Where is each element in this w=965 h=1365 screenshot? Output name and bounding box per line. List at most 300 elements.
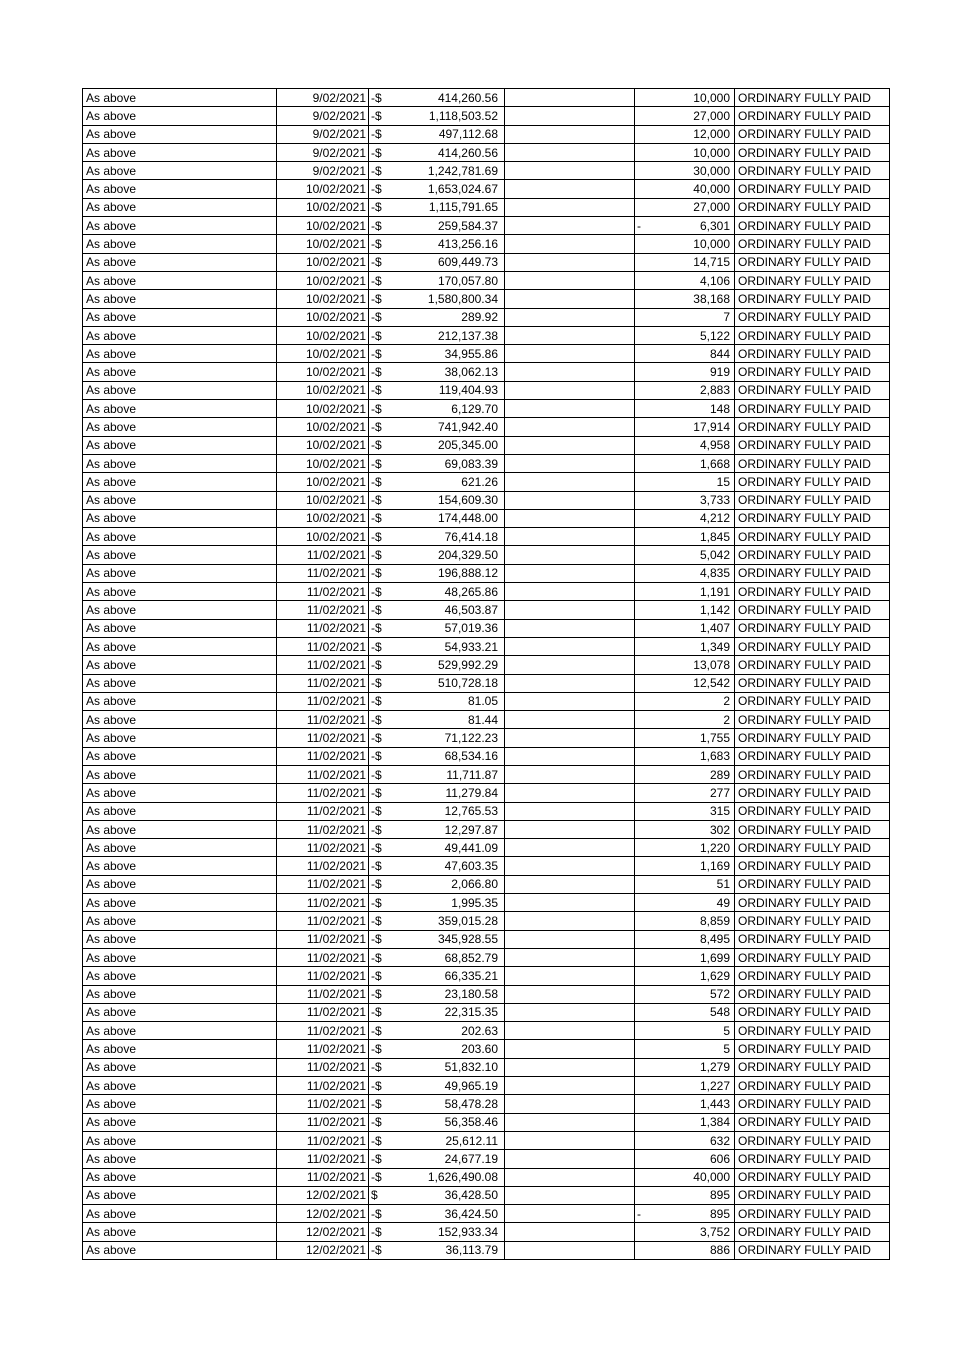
empty-cell — [505, 400, 635, 418]
holder-name-cell: As above — [83, 363, 277, 381]
quantity-sign-cell — [635, 875, 649, 893]
empty-cell — [505, 1113, 635, 1131]
empty-cell — [505, 418, 635, 436]
quantity-cell: 51 — [648, 875, 735, 893]
quantity-sign-cell — [635, 1003, 649, 1021]
quantity-sign-cell — [635, 345, 649, 363]
quantity-cell: 632 — [648, 1131, 735, 1149]
trade-date-cell: 10/02/2021 — [277, 345, 369, 363]
table-row — [83, 967, 890, 985]
currency-sign-cell: -$ — [369, 235, 391, 253]
consideration-amount-cell: 196,888.12 — [390, 564, 505, 582]
quantity-cell: 4,106 — [648, 271, 735, 289]
currency-sign-cell: -$ — [369, 820, 391, 838]
table-row — [83, 839, 890, 857]
table-row — [83, 1095, 890, 1113]
trade-date-cell: 11/02/2021 — [277, 619, 369, 637]
quantity-cell: 1,845 — [648, 528, 735, 546]
quantity-cell: 2,883 — [648, 381, 735, 399]
quantity-sign-cell — [635, 820, 649, 838]
holder-name-cell: As above — [83, 857, 277, 875]
security-class-cell: ORDINARY FULLY PAID — [735, 326, 890, 344]
trade-date-cell: 11/02/2021 — [277, 820, 369, 838]
quantity-sign-cell — [635, 363, 649, 381]
currency-sign-cell: -$ — [369, 1223, 391, 1241]
holder-name-cell: As above — [83, 1040, 277, 1058]
table-row — [83, 363, 890, 381]
security-class-cell: ORDINARY FULLY PAID — [735, 162, 890, 180]
quantity-cell: 12,542 — [648, 674, 735, 692]
empty-cell — [505, 583, 635, 601]
quantity-sign-cell — [635, 912, 649, 930]
trade-date-cell: 10/02/2021 — [277, 400, 369, 418]
holder-name-cell: As above — [83, 253, 277, 271]
empty-cell — [505, 948, 635, 966]
security-class-cell: ORDINARY FULLY PAID — [735, 400, 890, 418]
table-row — [83, 162, 890, 180]
empty-cell — [505, 217, 635, 235]
trade-date-cell: 11/02/2021 — [277, 1131, 369, 1149]
quantity-cell: 1,443 — [648, 1095, 735, 1113]
quantity-sign-cell — [635, 418, 649, 436]
currency-sign-cell: -$ — [369, 930, 391, 948]
trade-date-cell: 10/02/2021 — [277, 308, 369, 326]
empty-cell — [505, 930, 635, 948]
empty-cell — [505, 491, 635, 509]
empty-cell — [505, 528, 635, 546]
quantity-sign-cell — [635, 143, 649, 161]
security-class-cell: ORDINARY FULLY PAID — [735, 857, 890, 875]
quantity-sign-cell — [635, 1186, 649, 1204]
security-class-cell: ORDINARY FULLY PAID — [735, 674, 890, 692]
quantity-sign-cell — [635, 1150, 649, 1168]
security-class-cell: ORDINARY FULLY PAID — [735, 912, 890, 930]
quantity-cell: 8,859 — [648, 912, 735, 930]
quantity-sign-cell — [635, 180, 649, 198]
trade-date-cell: 9/02/2021 — [277, 162, 369, 180]
quantity-sign-cell — [635, 894, 649, 912]
quantity-cell: 8,495 — [648, 930, 735, 948]
currency-sign-cell: -$ — [369, 1058, 391, 1076]
currency-sign-cell: -$ — [369, 729, 391, 747]
consideration-amount-cell: 12,297.87 — [390, 820, 505, 838]
empty-cell — [505, 820, 635, 838]
empty-cell — [505, 1131, 635, 1149]
quantity-cell: 12,000 — [648, 125, 735, 143]
security-class-cell: ORDINARY FULLY PAID — [735, 583, 890, 601]
trade-date-cell: 11/02/2021 — [277, 967, 369, 985]
currency-sign-cell: -$ — [369, 1022, 391, 1040]
table-row — [83, 418, 890, 436]
holder-name-cell: As above — [83, 985, 277, 1003]
security-class-cell: ORDINARY FULLY PAID — [735, 1186, 890, 1204]
security-class-cell: ORDINARY FULLY PAID — [735, 985, 890, 1003]
quantity-cell: 5,042 — [648, 546, 735, 564]
holder-name-cell: As above — [83, 1205, 277, 1223]
trade-date-cell: 10/02/2021 — [277, 418, 369, 436]
empty-cell — [505, 198, 635, 216]
consideration-amount-cell: 11,279.84 — [390, 784, 505, 802]
table-row — [83, 1022, 890, 1040]
empty-cell — [505, 290, 635, 308]
table-row — [83, 400, 890, 418]
empty-cell — [505, 1186, 635, 1204]
empty-cell — [505, 619, 635, 637]
quantity-sign-cell — [635, 89, 649, 107]
empty-cell — [505, 381, 635, 399]
holder-name-cell: As above — [83, 747, 277, 765]
currency-sign-cell: -$ — [369, 491, 391, 509]
trade-date-cell: 11/02/2021 — [277, 747, 369, 765]
holder-name-cell: As above — [83, 271, 277, 289]
empty-cell — [505, 107, 635, 125]
trade-date-cell: 10/02/2021 — [277, 454, 369, 472]
consideration-amount-cell: 47,603.35 — [390, 857, 505, 875]
empty-cell — [505, 271, 635, 289]
holder-name-cell: As above — [83, 1095, 277, 1113]
consideration-amount-cell: 174,448.00 — [390, 509, 505, 527]
empty-cell — [505, 711, 635, 729]
table-row — [83, 546, 890, 564]
currency-sign-cell: -$ — [369, 985, 391, 1003]
security-class-cell: ORDINARY FULLY PAID — [735, 271, 890, 289]
security-class-cell: ORDINARY FULLY PAID — [735, 1113, 890, 1131]
quantity-cell: 1,699 — [648, 948, 735, 966]
trade-date-cell: 11/02/2021 — [277, 637, 369, 655]
consideration-amount-cell: 22,315.35 — [390, 1003, 505, 1021]
currency-sign-cell: -$ — [369, 875, 391, 893]
table-row — [83, 290, 890, 308]
quantity-cell: 17,914 — [648, 418, 735, 436]
quantity-cell: 15 — [648, 473, 735, 491]
quantity-cell: 38,168 — [648, 290, 735, 308]
quantity-cell: 886 — [648, 1241, 735, 1259]
empty-cell — [505, 601, 635, 619]
consideration-amount-cell: 81.05 — [390, 692, 505, 710]
consideration-amount-cell: 204,329.50 — [390, 546, 505, 564]
holder-name-cell: As above — [83, 948, 277, 966]
security-class-cell: ORDINARY FULLY PAID — [735, 381, 890, 399]
holder-name-cell: As above — [83, 967, 277, 985]
table-row — [83, 765, 890, 783]
quantity-cell: 315 — [648, 802, 735, 820]
quantity-cell: 1,227 — [648, 1077, 735, 1095]
currency-sign-cell: -$ — [369, 271, 391, 289]
consideration-amount-cell: 289.92 — [390, 308, 505, 326]
quantity-cell: 895 — [648, 1205, 735, 1223]
holder-name-cell: As above — [83, 601, 277, 619]
consideration-amount-cell: 202.63 — [390, 1022, 505, 1040]
security-class-cell: ORDINARY FULLY PAID — [735, 747, 890, 765]
security-class-cell: ORDINARY FULLY PAID — [735, 509, 890, 527]
currency-sign-cell: -$ — [369, 1095, 391, 1113]
consideration-amount-cell: 170,057.80 — [390, 271, 505, 289]
currency-sign-cell: -$ — [369, 564, 391, 582]
empty-cell — [505, 802, 635, 820]
holder-name-cell: As above — [83, 729, 277, 747]
table-row — [83, 894, 890, 912]
quantity-cell: 1,384 — [648, 1113, 735, 1131]
quantity-sign-cell — [635, 985, 649, 1003]
holder-name-cell: As above — [83, 473, 277, 491]
quantity-cell: 2 — [648, 711, 735, 729]
quantity-sign-cell — [635, 400, 649, 418]
table-row — [83, 857, 890, 875]
security-class-cell: ORDINARY FULLY PAID — [735, 784, 890, 802]
security-class-cell: ORDINARY FULLY PAID — [735, 948, 890, 966]
consideration-amount-cell: 529,992.29 — [390, 656, 505, 674]
empty-cell — [505, 1150, 635, 1168]
security-class-cell: ORDINARY FULLY PAID — [735, 820, 890, 838]
empty-cell — [505, 564, 635, 582]
consideration-amount-cell: 1,115,791.65 — [390, 198, 505, 216]
security-class-cell: ORDINARY FULLY PAID — [735, 802, 890, 820]
quantity-sign-cell — [635, 729, 649, 747]
consideration-amount-cell: 510,728.18 — [390, 674, 505, 692]
trade-date-cell: 12/02/2021 — [277, 1205, 369, 1223]
table-row — [83, 656, 890, 674]
quantity-sign-cell — [635, 619, 649, 637]
quantity-sign-cell — [635, 125, 649, 143]
consideration-amount-cell: 36,113.79 — [390, 1241, 505, 1259]
trade-date-cell: 11/02/2021 — [277, 839, 369, 857]
currency-sign-cell: -$ — [369, 1241, 391, 1259]
holder-name-cell: As above — [83, 509, 277, 527]
empty-cell — [505, 1040, 635, 1058]
consideration-amount-cell: 212,137.38 — [390, 326, 505, 344]
quantity-cell: 277 — [648, 784, 735, 802]
currency-sign-cell: -$ — [369, 857, 391, 875]
holder-name-cell: As above — [83, 89, 277, 107]
quantity-sign-cell — [635, 967, 649, 985]
table-row — [83, 107, 890, 125]
security-class-cell: ORDINARY FULLY PAID — [735, 1131, 890, 1149]
transactions-body — [83, 89, 890, 1260]
currency-sign-cell: $ — [369, 1186, 391, 1204]
currency-sign-cell: -$ — [369, 1205, 391, 1223]
quantity-sign-cell — [635, 381, 649, 399]
trade-date-cell: 11/02/2021 — [277, 1168, 369, 1186]
consideration-amount-cell: 609,449.73 — [390, 253, 505, 271]
table-row — [83, 491, 890, 509]
trade-date-cell: 12/02/2021 — [277, 1186, 369, 1204]
currency-sign-cell: -$ — [369, 619, 391, 637]
consideration-amount-cell: 413,256.16 — [390, 235, 505, 253]
currency-sign-cell: -$ — [369, 89, 391, 107]
trade-date-cell: 11/02/2021 — [277, 765, 369, 783]
security-class-cell: ORDINARY FULLY PAID — [735, 839, 890, 857]
currency-sign-cell: -$ — [369, 162, 391, 180]
quantity-sign-cell — [635, 1131, 649, 1149]
empty-cell — [505, 967, 635, 985]
security-class-cell: ORDINARY FULLY PAID — [735, 363, 890, 381]
holder-name-cell: As above — [83, 839, 277, 857]
trade-date-cell: 11/02/2021 — [277, 729, 369, 747]
consideration-amount-cell: 12,765.53 — [390, 802, 505, 820]
currency-sign-cell: -$ — [369, 674, 391, 692]
table-row — [83, 985, 890, 1003]
currency-sign-cell: -$ — [369, 198, 391, 216]
table-row — [83, 326, 890, 344]
table-row — [83, 308, 890, 326]
quantity-sign-cell — [635, 473, 649, 491]
holder-name-cell: As above — [83, 583, 277, 601]
security-class-cell: ORDINARY FULLY PAID — [735, 1205, 890, 1223]
holder-name-cell: As above — [83, 308, 277, 326]
quantity-cell: 40,000 — [648, 180, 735, 198]
currency-sign-cell: -$ — [369, 948, 391, 966]
security-class-cell: ORDINARY FULLY PAID — [735, 1022, 890, 1040]
currency-sign-cell: -$ — [369, 326, 391, 344]
trade-date-cell: 10/02/2021 — [277, 381, 369, 399]
currency-sign-cell: -$ — [369, 454, 391, 472]
consideration-amount-cell: 36,424.50 — [390, 1205, 505, 1223]
currency-sign-cell: -$ — [369, 1168, 391, 1186]
trade-date-cell: 10/02/2021 — [277, 528, 369, 546]
security-class-cell: ORDINARY FULLY PAID — [735, 546, 890, 564]
holder-name-cell: As above — [83, 912, 277, 930]
trade-date-cell: 11/02/2021 — [277, 656, 369, 674]
table-row — [83, 1113, 890, 1131]
quantity-sign-cell — [635, 235, 649, 253]
table-row — [83, 345, 890, 363]
quantity-sign-cell — [635, 1095, 649, 1113]
holder-name-cell: As above — [83, 564, 277, 582]
empty-cell — [505, 253, 635, 271]
holder-name-cell: As above — [83, 235, 277, 253]
security-class-cell: ORDINARY FULLY PAID — [735, 875, 890, 893]
holder-name-cell: As above — [83, 1077, 277, 1095]
quantity-sign-cell — [635, 107, 649, 125]
consideration-amount-cell: 71,122.23 — [390, 729, 505, 747]
security-class-cell: ORDINARY FULLY PAID — [735, 1058, 890, 1076]
security-class-cell: ORDINARY FULLY PAID — [735, 1077, 890, 1095]
quantity-cell: 1,349 — [648, 637, 735, 655]
security-class-cell: ORDINARY FULLY PAID — [735, 765, 890, 783]
consideration-amount-cell: 1,626,490.08 — [390, 1168, 505, 1186]
trade-date-cell: 11/02/2021 — [277, 857, 369, 875]
empty-cell — [505, 765, 635, 783]
currency-sign-cell: -$ — [369, 1131, 391, 1149]
currency-sign-cell: -$ — [369, 711, 391, 729]
quantity-sign-cell — [635, 454, 649, 472]
quantity-cell: 572 — [648, 985, 735, 1003]
empty-cell — [505, 656, 635, 674]
holder-name-cell: As above — [83, 656, 277, 674]
security-class-cell: ORDINARY FULLY PAID — [735, 1040, 890, 1058]
security-class-cell: ORDINARY FULLY PAID — [735, 637, 890, 655]
consideration-amount-cell: 154,609.30 — [390, 491, 505, 509]
empty-cell — [505, 1003, 635, 1021]
table-row — [83, 1003, 890, 1021]
currency-sign-cell: -$ — [369, 1040, 391, 1058]
quantity-sign-cell — [635, 765, 649, 783]
quantity-sign-cell — [635, 1113, 649, 1131]
quantity-cell: 49 — [648, 894, 735, 912]
currency-sign-cell: -$ — [369, 1150, 391, 1168]
quantity-cell: 1,683 — [648, 747, 735, 765]
holder-name-cell: As above — [83, 436, 277, 454]
quantity-sign-cell — [635, 1022, 649, 1040]
empty-cell — [505, 839, 635, 857]
trade-date-cell: 11/02/2021 — [277, 674, 369, 692]
table-row — [83, 711, 890, 729]
empty-cell — [505, 1058, 635, 1076]
trade-date-cell: 10/02/2021 — [277, 473, 369, 491]
quantity-cell: 13,078 — [648, 656, 735, 674]
security-class-cell: ORDINARY FULLY PAID — [735, 967, 890, 985]
quantity-sign-cell — [635, 1040, 649, 1058]
security-class-cell: ORDINARY FULLY PAID — [735, 418, 890, 436]
empty-cell — [505, 89, 635, 107]
security-class-cell: ORDINARY FULLY PAID — [735, 528, 890, 546]
security-class-cell: ORDINARY FULLY PAID — [735, 308, 890, 326]
trade-date-cell: 9/02/2021 — [277, 125, 369, 143]
security-class-cell: ORDINARY FULLY PAID — [735, 1168, 890, 1186]
quantity-cell: 844 — [648, 345, 735, 363]
consideration-amount-cell: 497,112.68 — [390, 125, 505, 143]
holder-name-cell: As above — [83, 765, 277, 783]
consideration-amount-cell: 49,965.19 — [390, 1077, 505, 1095]
trade-date-cell: 10/02/2021 — [277, 217, 369, 235]
consideration-amount-cell: 68,534.16 — [390, 747, 505, 765]
quantity-cell: 148 — [648, 400, 735, 418]
trade-date-cell: 11/02/2021 — [277, 1113, 369, 1131]
consideration-amount-cell: 414,260.56 — [390, 143, 505, 161]
security-class-cell: ORDINARY FULLY PAID — [735, 107, 890, 125]
table-row — [83, 217, 890, 235]
table-row — [83, 89, 890, 107]
holder-name-cell: As above — [83, 820, 277, 838]
quantity-cell: 919 — [648, 363, 735, 381]
table-row — [83, 637, 890, 655]
trade-date-cell: 12/02/2021 — [277, 1223, 369, 1241]
empty-cell — [505, 857, 635, 875]
consideration-amount-cell: 36,428.50 — [390, 1186, 505, 1204]
holder-name-cell: As above — [83, 1022, 277, 1040]
quantity-cell: 27,000 — [648, 107, 735, 125]
trade-date-cell: 10/02/2021 — [277, 253, 369, 271]
empty-cell — [505, 162, 635, 180]
consideration-amount-cell: 11,711.87 — [390, 765, 505, 783]
table-row — [83, 180, 890, 198]
empty-cell — [505, 747, 635, 765]
holder-name-cell: As above — [83, 930, 277, 948]
security-class-cell: ORDINARY FULLY PAID — [735, 491, 890, 509]
currency-sign-cell: -$ — [369, 765, 391, 783]
quantity-cell: 5 — [648, 1040, 735, 1058]
trade-date-cell: 10/02/2021 — [277, 198, 369, 216]
trade-date-cell: 11/02/2021 — [277, 784, 369, 802]
currency-sign-cell: -$ — [369, 601, 391, 619]
currency-sign-cell: -$ — [369, 143, 391, 161]
security-class-cell: ORDINARY FULLY PAID — [735, 345, 890, 363]
quantity-cell: 10,000 — [648, 89, 735, 107]
consideration-amount-cell: 25,612.11 — [390, 1131, 505, 1149]
holder-name-cell: As above — [83, 1168, 277, 1186]
empty-cell — [505, 345, 635, 363]
quantity-sign-cell — [635, 1168, 649, 1186]
empty-cell — [505, 1223, 635, 1241]
holder-name-cell: As above — [83, 454, 277, 472]
holder-name-cell: As above — [83, 162, 277, 180]
quantity-sign-cell — [635, 290, 649, 308]
holder-name-cell: As above — [83, 418, 277, 436]
holder-name-cell: As above — [83, 1113, 277, 1131]
consideration-amount-cell: 56,358.46 — [390, 1113, 505, 1131]
consideration-amount-cell: 345,928.55 — [390, 930, 505, 948]
security-class-cell: ORDINARY FULLY PAID — [735, 454, 890, 472]
